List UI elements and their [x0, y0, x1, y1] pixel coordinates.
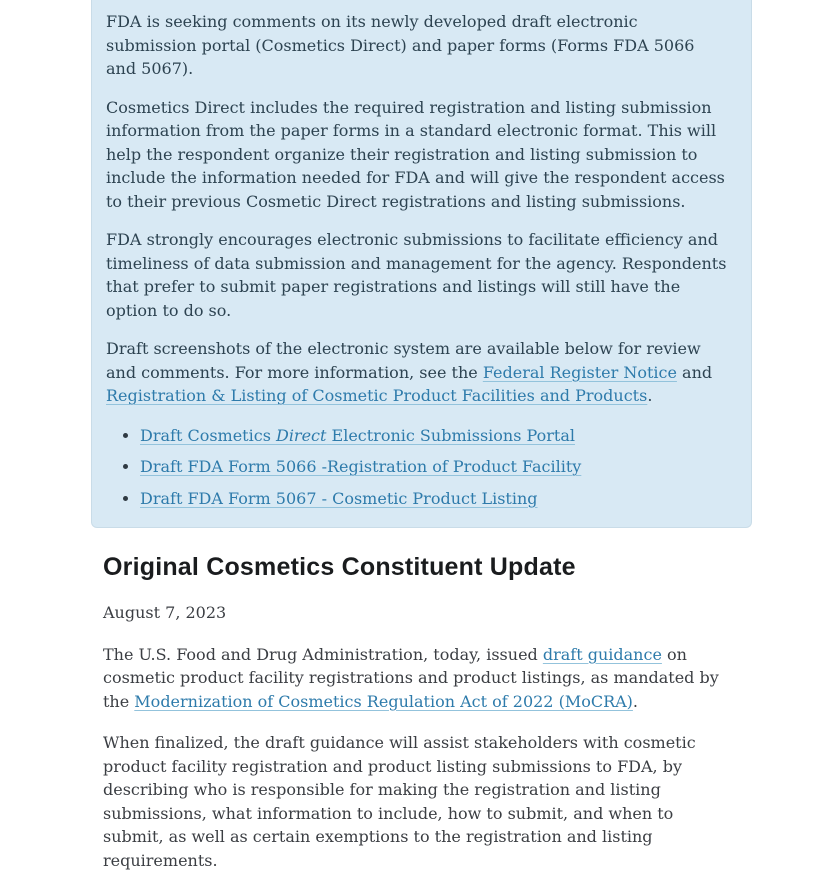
text-segment: When finalized, the draft guidance will assist stakeholders with cosmetic product facility registration and product listing submissions to FDA, by describing who is responsible for making the registration and listing submissions, what information to include, how to submit, and when to submit, as well as certain exemptions to the registration and listing requirements. — [103, 733, 696, 870]
link[interactable]: Draft FDA Form 5066 -Registration of Product Facility — [140, 457, 581, 476]
callout-paragraphs — [106, 10, 729, 408]
list-item — [140, 424, 729, 448]
callout-link-list — [106, 424, 729, 511]
article-body — [103, 643, 735, 872]
paragraph — [106, 228, 729, 322]
text-segment: Cosmetics Direct includes the required registration and listing submission information from the paper forms in a standard electronic format. This will help the respondent organize their registration and listing submission to include the information needed for FDA and will give the respondent access to their previous Cosmetic Direct registrations and listing submissions. — [106, 98, 725, 211]
link[interactable]: Registration & Listing of Cosmetic Product Facilities and Products — [106, 386, 647, 405]
paragraph — [103, 643, 735, 714]
paragraph — [103, 731, 735, 872]
paragraph — [106, 96, 729, 214]
text-segment: FDA is seeking comments on its newly developed draft electronic submission portal (Cosmetics Direct) and paper forms (Forms FDA 5066 and 5067). — [106, 12, 694, 78]
text-segment: FDA strongly encourages electronic submissions to facilitate efficiency and timeliness of data submission and management for the agency. Respondents that prefer to submit paper registrations and listings will still have the option to do so. — [106, 230, 726, 320]
text-segment: . — [647, 386, 652, 405]
link[interactable]: Federal Register Notice — [483, 363, 677, 382]
link[interactable]: Draft FDA Form 5067 - Cosmetic Product Listing — [140, 489, 538, 508]
text-segment: on cosmetic product facility registrations and product listings, as mandated by the — [103, 645, 719, 711]
page-content — [103, 0, 735, 872]
article-heading: Original Cosmetics Constituent Update — [103, 553, 735, 582]
list-item — [140, 487, 729, 511]
link[interactable]: Modernization of Cosmetics Regulation Act of 2022 (MoCRA) — [134, 692, 633, 711]
link[interactable]: draft guidance — [543, 645, 662, 664]
article-date: August 7, 2023 — [103, 601, 735, 625]
link[interactable]: Direct — [276, 426, 326, 445]
paragraph — [106, 10, 729, 81]
paragraph — [106, 337, 729, 408]
text-segment: and — [677, 363, 712, 382]
link[interactable]: Draft Cosmetics — [140, 426, 276, 445]
list-item — [140, 455, 729, 479]
text-segment: . — [633, 692, 638, 711]
text-segment: Draft screenshots of the electronic system are available below for review and comments. For more information, see the — [106, 339, 701, 382]
text-segment: The U.S. Food and Drug Administration, today, issued — [103, 645, 543, 664]
link[interactable]: Electronic Submissions Portal — [326, 426, 575, 445]
callout-box — [91, 0, 752, 528]
